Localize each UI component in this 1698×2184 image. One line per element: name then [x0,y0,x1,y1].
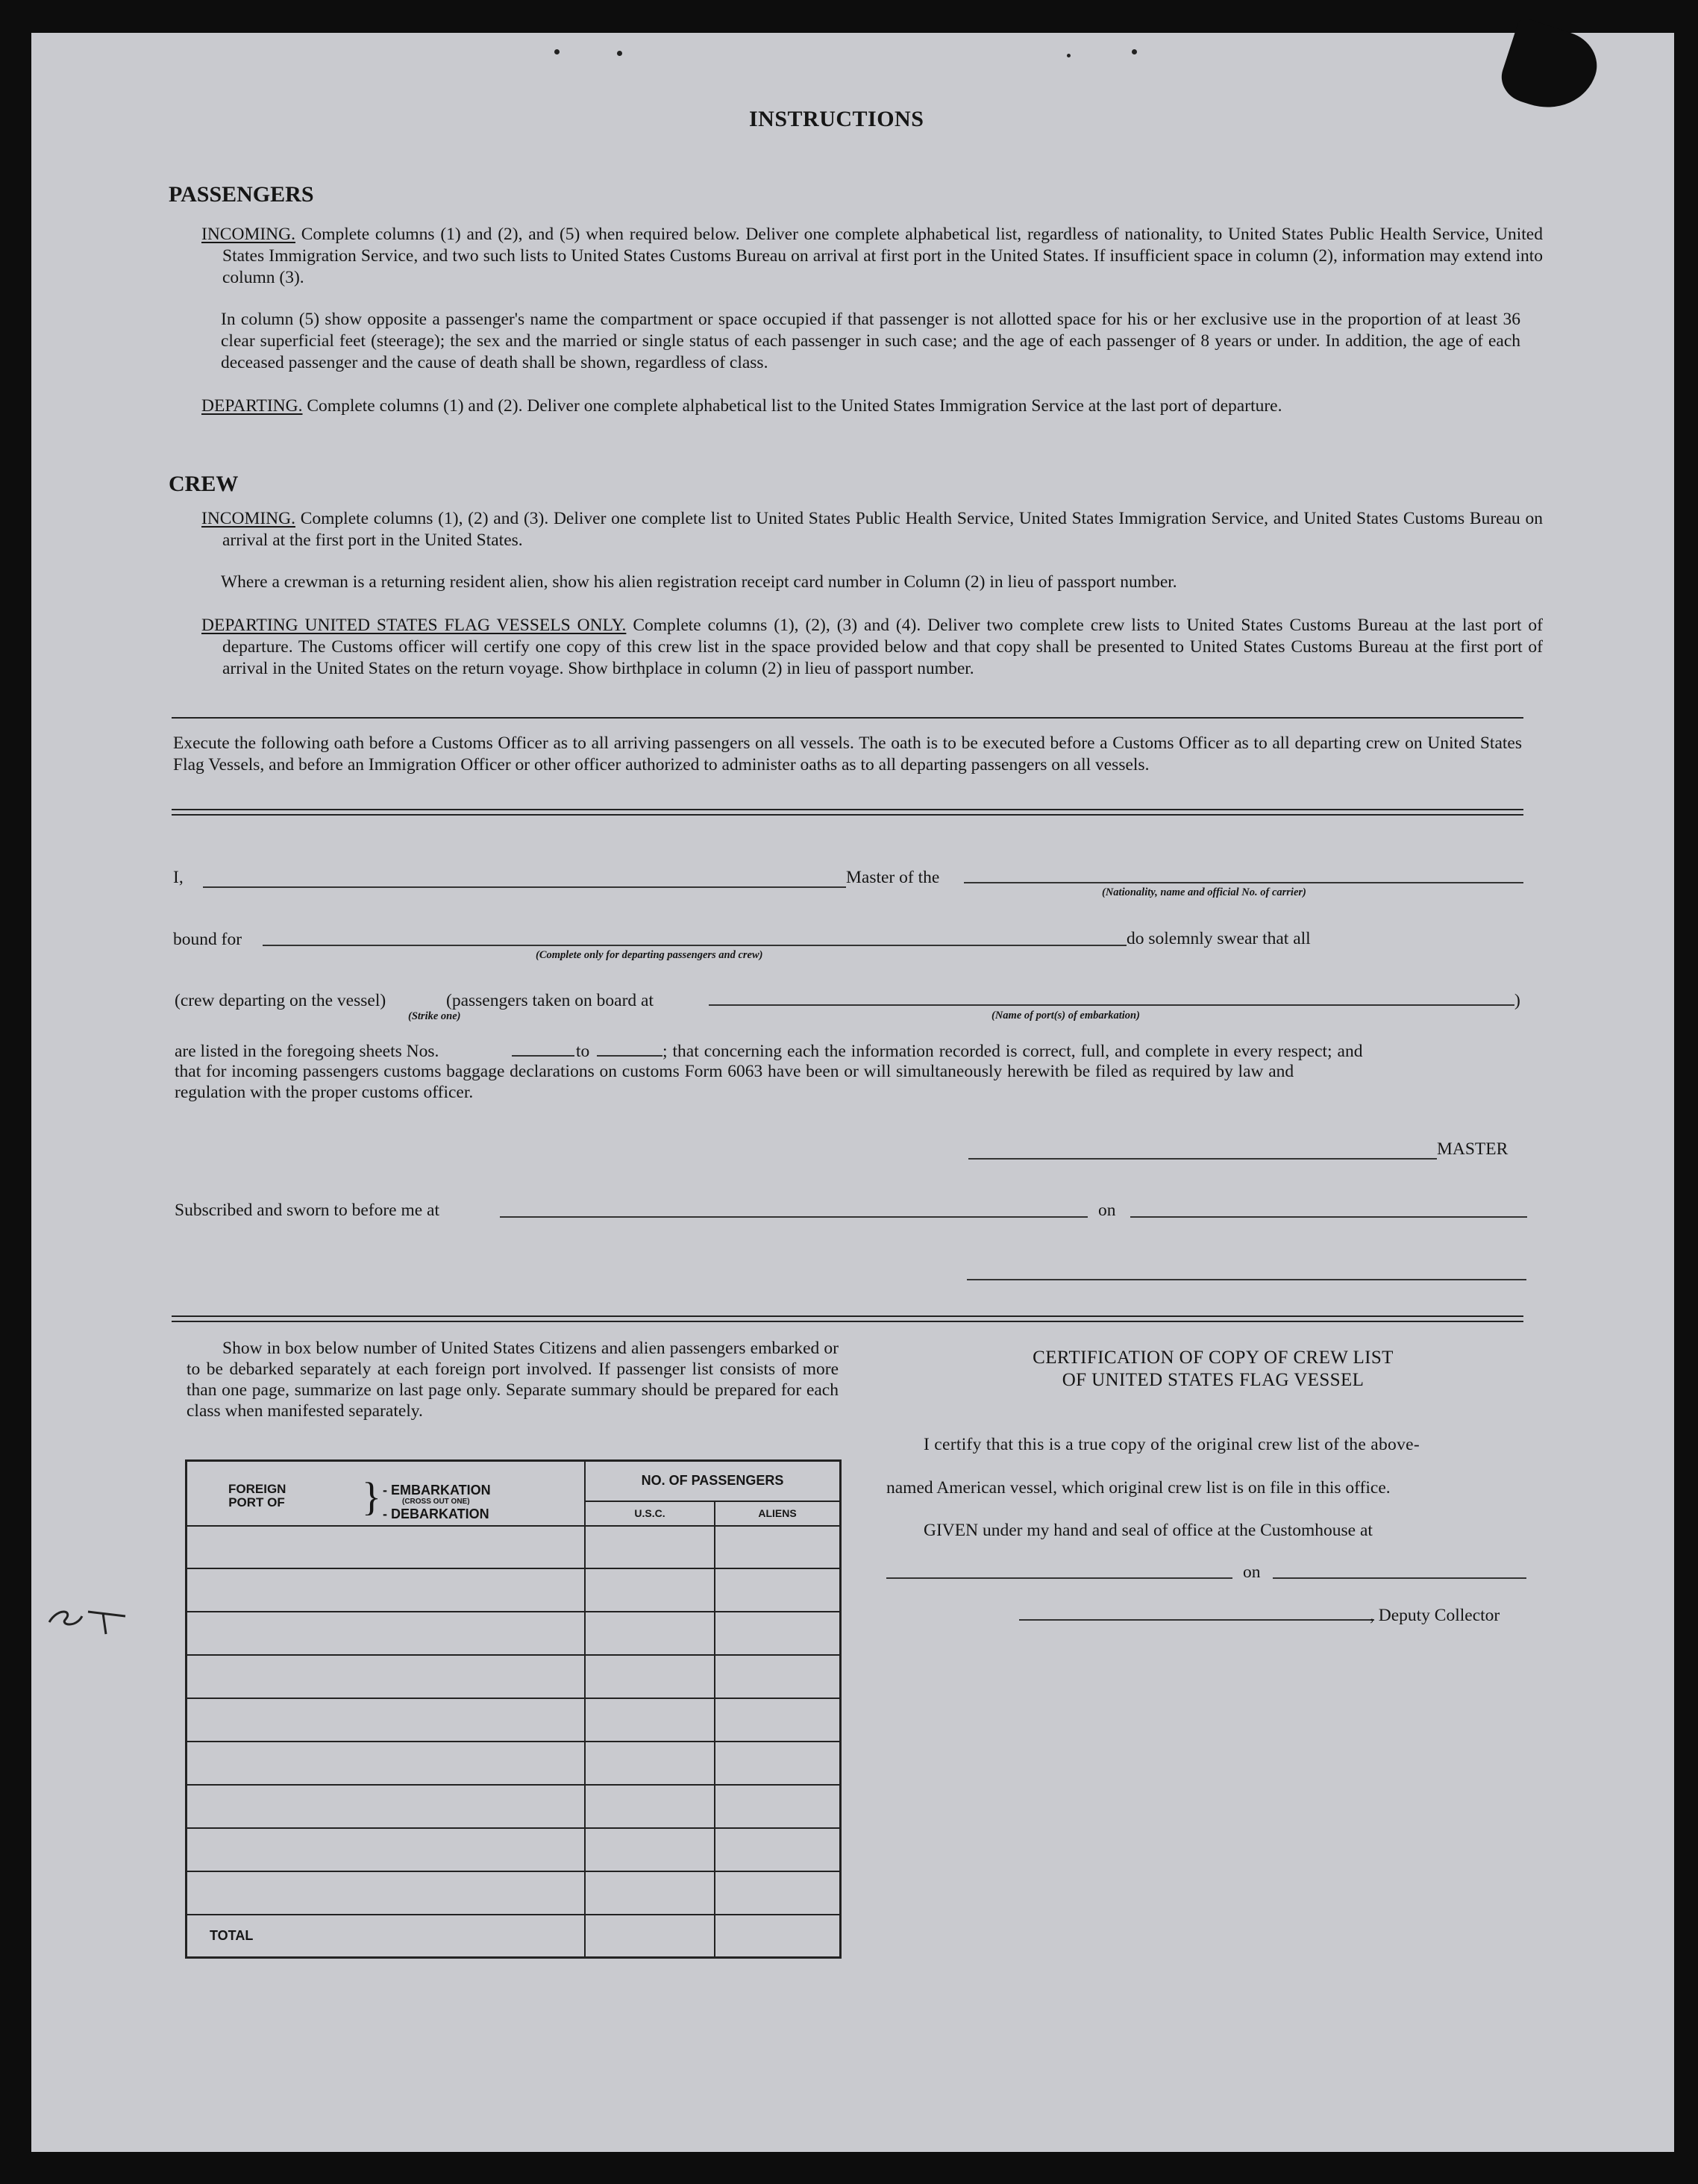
port-cell[interactable] [187,1698,586,1742]
carrier-field[interactable] [964,882,1523,883]
master-of-the-label: Master of the [846,868,940,887]
passengers-taken-label: (passengers taken on board at [446,991,654,1010]
certification-line3: GIVEN under my hand and seal of office at the Customhouse at [924,1521,1373,1540]
deputy-collector-signature-field[interactable] [1019,1619,1374,1621]
usc-cell[interactable] [585,1828,715,1871]
double-divider [172,809,1523,816]
page-title: INSTRUCTIONS [749,107,924,131]
aliens-cell[interactable] [715,1526,841,1568]
certification-title-line2: OF UNITED STATES FLAG VESSEL [1062,1370,1365,1390]
sworn-place-field[interactable] [500,1216,1088,1218]
bound-for-field[interactable] [263,945,1127,946]
usc-total-cell[interactable] [585,1915,715,1958]
certification-date-field[interactable] [1273,1577,1526,1579]
crew-incoming-paragraph [201,508,1543,551]
brace-icon: } [362,1474,381,1519]
aliens-cell[interactable] [715,1742,841,1785]
listed-post-label: ; that concerning each the information recorded is correct, full, and complete in every respect; and [662,1042,1363,1061]
usc-header: U.S.C. [585,1501,715,1526]
certification-title-line1: CERTIFICATION OF COPY OF CREW LIST [1033,1348,1394,1368]
passengers-column5-paragraph: In column (5) show opposite a passenger's name the compartment or space occupied if that passenger is not allotted space for his or her exclusive use in the proportion of at least 36 clear superficial feet (steerage); the sex and the married or single status of each passenger in such case; and the age of each passenger of 8 years or under. In addition, the age of each deceased passenger and the cause of death shall be shown, regardless of class. [221,310,1520,372]
port-cell[interactable] [187,1655,586,1698]
certification-line1: I certify that this is a true copy of the original crew list of the above- [924,1435,1420,1454]
port-cell[interactable] [187,1785,586,1828]
subscribed-label: Subscribed and sworn to before me at [175,1201,440,1220]
crew-departing-text: Complete columns (1), (2), (3) and (4). Deliver two complete crew lists to United States Customs Bureau at the last port of departure. The Customs officer will certify one copy of this crew list in the space provided below and that copy shall be presented to United States Customs Bureau at the first port of arrival in the United States on the return voyage. Show birthplace in column (2) in lieu of passport number. [222,616,1543,678]
certification-title [915,1347,1511,1392]
aliens-header: ALIENS [715,1501,841,1526]
bound-for-label: bound for [173,930,242,949]
embarkation-label: - EMBARKATION [383,1483,491,1498]
usc-cell[interactable] [585,1742,715,1785]
officer-signature-field[interactable] [967,1279,1526,1280]
oath-i-label: I, [173,868,184,887]
port-cell[interactable] [187,1568,586,1612]
port-cell[interactable] [187,1612,586,1655]
sheet-from-field[interactable] [512,1055,574,1057]
speck [1067,54,1071,57]
aliens-cell[interactable] [715,1785,841,1828]
aliens-cell[interactable] [715,1655,841,1698]
summary-instructions: Show in box below number of United States Citizens and alien passengers embarked or to be debarked separately at each foreign port involved. If passenger list consists of more than one page, summarize on last page only. Separate summary should be prepared for each class when manifested separately. [187,1339,839,1421]
aliens-cell[interactable] [715,1612,841,1655]
close-paren: ) [1514,991,1520,1010]
usc-cell[interactable] [585,1526,715,1568]
usc-cell[interactable] [585,1612,715,1655]
usc-cell[interactable] [585,1655,715,1698]
master-label: MASTER [1437,1139,1509,1159]
double-divider-lower [172,1315,1523,1322]
listed-pre-label: are listed in the foregoing sheets Nos. [175,1042,439,1061]
deputy-collector-label: , Deputy Collector [1370,1606,1500,1625]
listed-to-label: to [576,1042,590,1061]
usc-cell[interactable] [585,1871,715,1915]
port-cell[interactable] [187,1526,586,1568]
aliens-total-cell[interactable] [715,1915,841,1958]
divider [172,717,1523,719]
port-cell[interactable] [187,1871,586,1915]
certification-on-label: on [1243,1562,1261,1582]
passengers-heading: PASSENGERS [169,182,314,207]
crew-departing-paragraph [201,615,1543,680]
usc-cell[interactable] [585,1785,715,1828]
oath-intro: Execute the following oath before a Customs Officer as to all arriving passengers on all vessels. The oath is to be executed before a Customs Officer as to all departing crew on United States Flag Vessels, and before an Immigration Officer or other officer authorized to administer oaths as to all departing passengers on all vessels. [173,733,1522,775]
foreign-port-header [187,1461,586,1526]
total-label: TOTAL [187,1915,586,1958]
speck [1132,49,1137,54]
crew-incoming-text: Complete columns (1), (2) and (3). Deliver one complete list to United States Public Health Service, United States Immigration Service, and United States Customs Bureau on arrival at the first port in the United States. [222,509,1543,550]
passengers-incoming-text: Complete columns (1) and (2), and (5) when required below. Deliver one complete alphabetical list, regardless of nationality, to United States Public Health Service, United States Immigration Service, and two such lists to United States Customs Bureau on arrival at first port in the United States. If insufficient space in column (2), information may extend into column (3). [222,225,1543,287]
sheet-to-field[interactable] [597,1055,662,1057]
no-passengers-header: NO. OF PASSENGERS [585,1461,841,1501]
embarkation-port-field[interactable] [709,1004,1514,1006]
crew-incoming-label: INCOMING. [201,509,295,528]
aliens-cell[interactable] [715,1871,841,1915]
departing-note: (Complete only for departing passengers and crew) [536,949,763,961]
foreign-port-label: FOREIGN PORT OF [228,1482,286,1509]
port-cell[interactable] [187,1828,586,1871]
crew-resident-paragraph: Where a crewman is a returning resident alien, show his alien registration receipt card number in Column (2) in lieu of passport number. [221,572,1177,592]
crew-departing-label: (crew departing on the vessel) [175,991,386,1010]
sworn-on-label: on [1098,1201,1116,1220]
certification-line2: named American vessel, which original crew list is on file in this office. [886,1478,1391,1498]
passenger-summary-table [185,1459,842,1959]
usc-cell[interactable] [585,1568,715,1612]
strike-one-note: (Strike one) [408,1010,461,1022]
swear-label: do solemnly swear that all [1127,929,1311,948]
listed-line2: that for incoming passengers customs baggage declarations on customs Form 6063 have been or will simultaneously herewith be filed as required by law and [175,1062,1294,1081]
handwritten-mark-icon [43,1600,133,1637]
passengers-departing-paragraph [201,395,1543,417]
port-note: (Name of port(s) of embarkation) [991,1010,1140,1021]
passengers-incoming-label: INCOMING. [201,225,295,244]
passengers-incoming-paragraph [201,224,1543,289]
customhouse-field[interactable] [886,1577,1232,1579]
crew-heading: CREW [169,472,239,496]
usc-cell[interactable] [585,1698,715,1742]
speck [617,51,622,56]
sworn-date-field[interactable] [1130,1216,1527,1218]
crew-departing-label: DEPARTING UNITED STATES FLAG VESSELS ONLY. [201,616,627,635]
master-name-field[interactable] [203,886,846,888]
master-signature-field[interactable] [968,1158,1437,1160]
passengers-departing-text: Complete columns (1) and (2). Deliver one complete alphabetical list to the United States Immigration Service at the last port of departure. [302,396,1282,416]
speck [554,49,560,54]
passengers-departing-label: DEPARTING. [201,396,303,416]
port-cell[interactable] [187,1742,586,1785]
aliens-cell[interactable] [715,1568,841,1612]
debarkation-label: - DEBARKATION [383,1506,489,1521]
cross-out-note: (CROSS OUT ONE) [402,1498,470,1506]
aliens-cell[interactable] [715,1698,841,1742]
carrier-note: (Nationality, name and official No. of carrier) [1102,886,1306,898]
aliens-cell[interactable] [715,1828,841,1871]
listed-line3: regulation with the proper customs officer. [175,1083,474,1102]
